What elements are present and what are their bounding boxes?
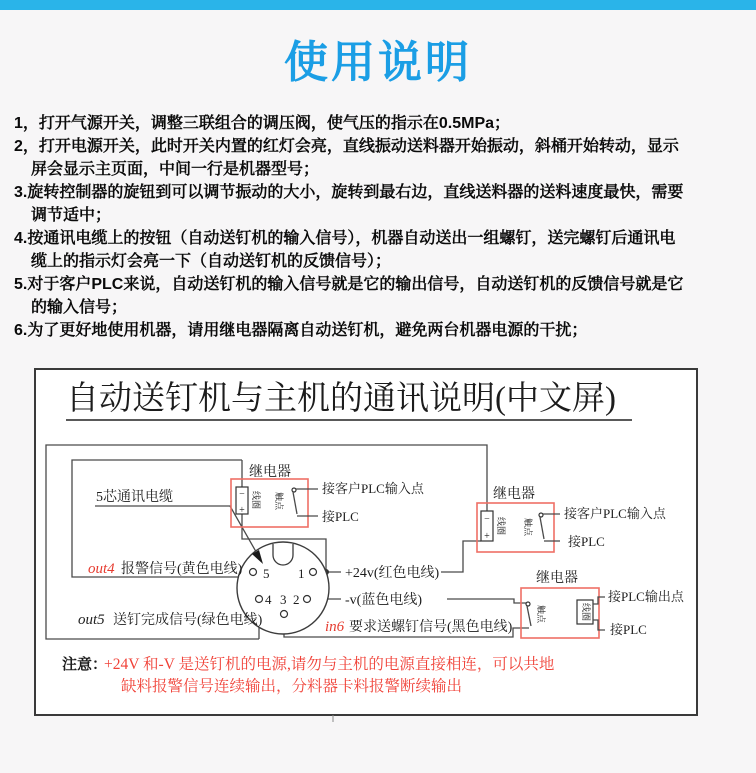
- relay1-label: 继电器: [249, 465, 291, 480]
- relay2-plc-label: 接PLC: [568, 534, 605, 549]
- relay1-coil-minus: −: [239, 489, 245, 500]
- instruction-line: 5.对于客户PLC来说，自动送钉机的输入信号就是它的输出信号，自动送钉机的反馈信号就是它: [14, 276, 684, 293]
- instruction-line: 缆上的指示灯会亮一下（自动送钉机的反馈信号）；: [31, 253, 392, 270]
- relay3-contact-text: 触点: [535, 604, 546, 624]
- note-line-2: 缺料报警信号连续输出，分料器卡料报警断续输出: [121, 678, 463, 695]
- alarm-signal-label: 报警信号(黄色电线): [121, 562, 243, 577]
- request-signal-label: 要求送螺钉信号(黑色电线): [349, 620, 513, 635]
- instruction-line: 的输入信号；: [31, 299, 128, 316]
- pin5-number: 5: [263, 566, 270, 581]
- instruction-line: 1，打开气源开关，调整三联组合的调压阀，使气压的指示在0.5MPa；: [14, 115, 511, 132]
- relay1-contact-terminal: [292, 488, 296, 492]
- note-label: 注意：: [62, 657, 108, 673]
- pin1-number: 1: [298, 566, 305, 581]
- relay2-plc-input-label: 接客户PLC输入点: [564, 506, 666, 521]
- relay3-plc-label: 接PLC: [610, 622, 647, 637]
- relay2-coil-text: 线圈: [495, 516, 506, 536]
- done-signal-label: 送钉完成信号(绿色电线): [113, 613, 263, 628]
- instruction-line: 2，打开电源开关，此时开关内置的红灯会亮，直线振动送料器开始振动，斜桶开始转动，显示: [14, 138, 679, 155]
- relay1-coil-text: 线圈: [250, 490, 261, 510]
- relay3-plc-output-label: 接PLC输出点: [608, 589, 684, 604]
- power-negative-label: -v(蓝色电线): [345, 593, 422, 608]
- relay3-coil-text: 线圈: [580, 602, 591, 622]
- pin2-number: 2: [293, 592, 300, 607]
- note-line-1: +24V 和-V 是送钉机的电源,请勿与主机的电源直接相连，可以共地: [104, 656, 555, 673]
- relay2-coil-plus: +: [484, 531, 490, 542]
- relay2-contact-text: 触点: [522, 517, 533, 537]
- relay1-plc-input-label: 接客户PLC输入点: [322, 481, 424, 496]
- pin4-hole: [256, 596, 263, 603]
- instruction-line: 4.按通讯电缆上的按钮（自动送钉机的输入信号），机器自动送出一组螺钉，送完螺钉后通讯电: [14, 230, 676, 247]
- instruction-line: 6.为了更好地使用机器，请用继电器隔离自动送钉机，避免两台机器电源的干扰；: [14, 322, 588, 339]
- pin1-hole: [310, 569, 317, 576]
- pin4-number: 4: [265, 592, 272, 607]
- instruction-line: 屏会显示主页面，中间一行是机器型号；: [31, 161, 320, 178]
- relay1-contact-text: 触点: [273, 491, 284, 511]
- connector-keyway-notch: [273, 544, 293, 565]
- relay1-plc-label: 接PLC: [322, 509, 359, 524]
- pin2-hole: [304, 596, 311, 603]
- pin3-hole: [281, 611, 288, 618]
- pin3-number: 3: [280, 592, 287, 607]
- cable-label: 5芯通讯电缆: [96, 490, 173, 505]
- instruction-line: 调节适中；: [31, 207, 112, 224]
- relay1-coil-plus: +: [239, 505, 245, 516]
- relay2-contact-terminal: [539, 513, 543, 517]
- page-title: 使用说明: [284, 38, 472, 87]
- pin5-hole: [250, 569, 257, 576]
- relay3-contact-terminal: [526, 602, 530, 606]
- power-positive-label: +24v(红色电线): [345, 566, 440, 581]
- request-signal-prefix: in6: [325, 619, 345, 635]
- relay2-coil-minus: −: [484, 514, 490, 525]
- done-signal-prefix: out5: [78, 612, 105, 628]
- instruction-line: 3.旋转控制器的旋钮到可以调节振动的大小，旋转到最右边，直线送料器的送料速度最快，需要: [14, 184, 684, 201]
- alarm-signal-prefix: out4: [88, 561, 115, 577]
- relay3-label: 继电器: [536, 571, 578, 586]
- diagram-title: 自动送钉机与主机的通讯说明(中文屏): [66, 381, 616, 417]
- relay2-label: 继电器: [493, 487, 535, 502]
